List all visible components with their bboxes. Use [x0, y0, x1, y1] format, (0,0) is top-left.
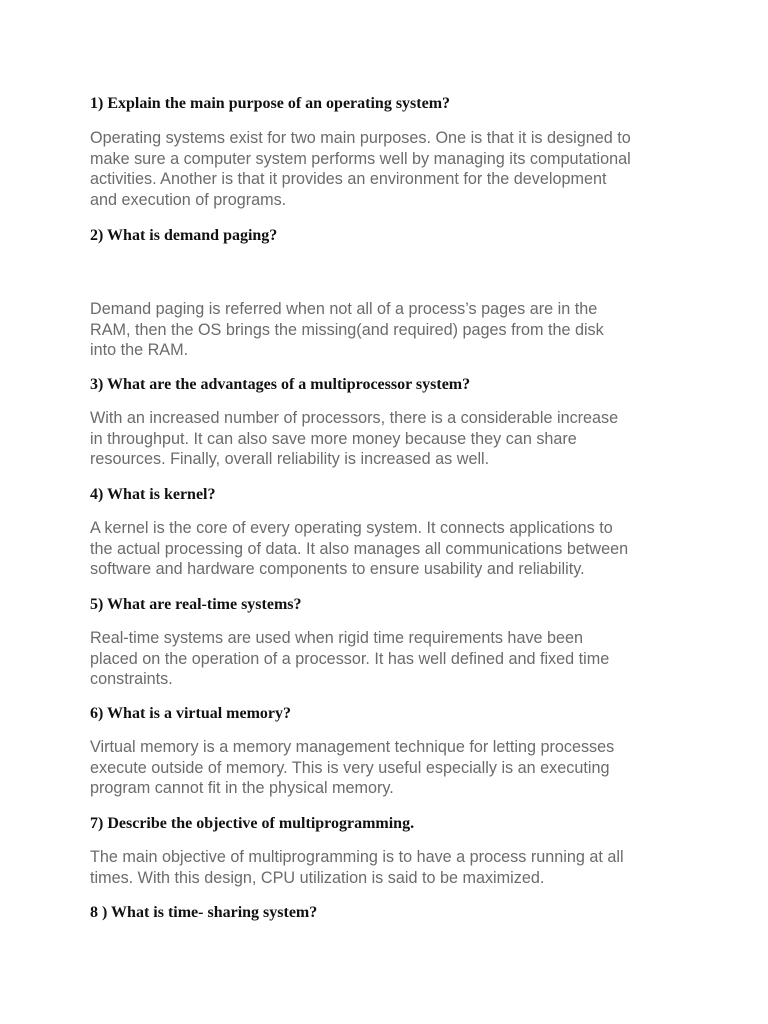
question-4: 4) What is kernel? [90, 486, 216, 503]
answer-line: The main objective of multiprogramming is to have a process running at all [90, 848, 624, 866]
answer-line: execute outside of memory. This is very useful especially is an executing [90, 758, 610, 777]
answer-line: program cannot fit in the physical memory. [90, 779, 394, 798]
answer-6 [90, 737, 690, 799]
answer-line: placed on the operation of a processor. It has well defined and fixed time [90, 649, 610, 668]
answer-line: times. With this design, CPU utilization is said to be maximized. [90, 868, 545, 887]
question-6: 6) What is a virtual memory? [90, 705, 292, 722]
question-7: 7) Describe the objective of multiprogramming. [90, 815, 415, 832]
answer-line: Demand paging is referred when not all of a process’s pages are in the [90, 300, 598, 318]
answer-line: Operating systems exist for two main purposes. One is that it is designed to [90, 129, 631, 147]
answer-line: RAM, then the OS brings the missing(and required) pages from the disk [90, 320, 604, 339]
answer-line: in throughput. It can also save more money because they can share [90, 429, 577, 448]
answer-line: the actual processing of data. It also manages all communications between [90, 539, 629, 558]
answer-5 [90, 628, 690, 690]
question-8: 8 ) What is time- sharing system? [90, 904, 318, 921]
answer-4 [90, 518, 690, 580]
answer-line: and execution of programs. [90, 190, 287, 209]
answer-line: activities. Another is that it provides an environment for the development [90, 170, 607, 189]
answer-3 [90, 408, 690, 470]
answer-line: make sure a computer system performs well by managing its computational [90, 149, 631, 168]
question-5: 5) What are real-time systems? [90, 596, 302, 613]
question-1: 1) Explain the main purpose of an operating system? [90, 95, 451, 112]
answer-line: Virtual memory is a memory management technique for letting processes [90, 738, 615, 756]
answer-1 [90, 128, 690, 210]
question-3: 3) What are the advantages of a multiprocessor system? [90, 376, 471, 393]
answer-line: Real-time systems are used when rigid time requirements have been [90, 629, 584, 647]
answer-line: A kernel is the core of every operating system. It connects applications to [90, 519, 613, 537]
answer-line: software and hardware components to ensure usability and reliability. [90, 560, 585, 579]
answer-line: constraints. [90, 670, 173, 689]
answer-line: resources. Finally, overall reliability is increased as well. [90, 450, 490, 469]
answer-line: With an increased number of processors, there is a considerable increase [90, 409, 619, 427]
answer-line: into the RAM. [90, 341, 189, 360]
question-2: 2) What is demand paging? [90, 227, 278, 244]
answer-7 [90, 847, 690, 888]
answer-2 [90, 299, 690, 361]
